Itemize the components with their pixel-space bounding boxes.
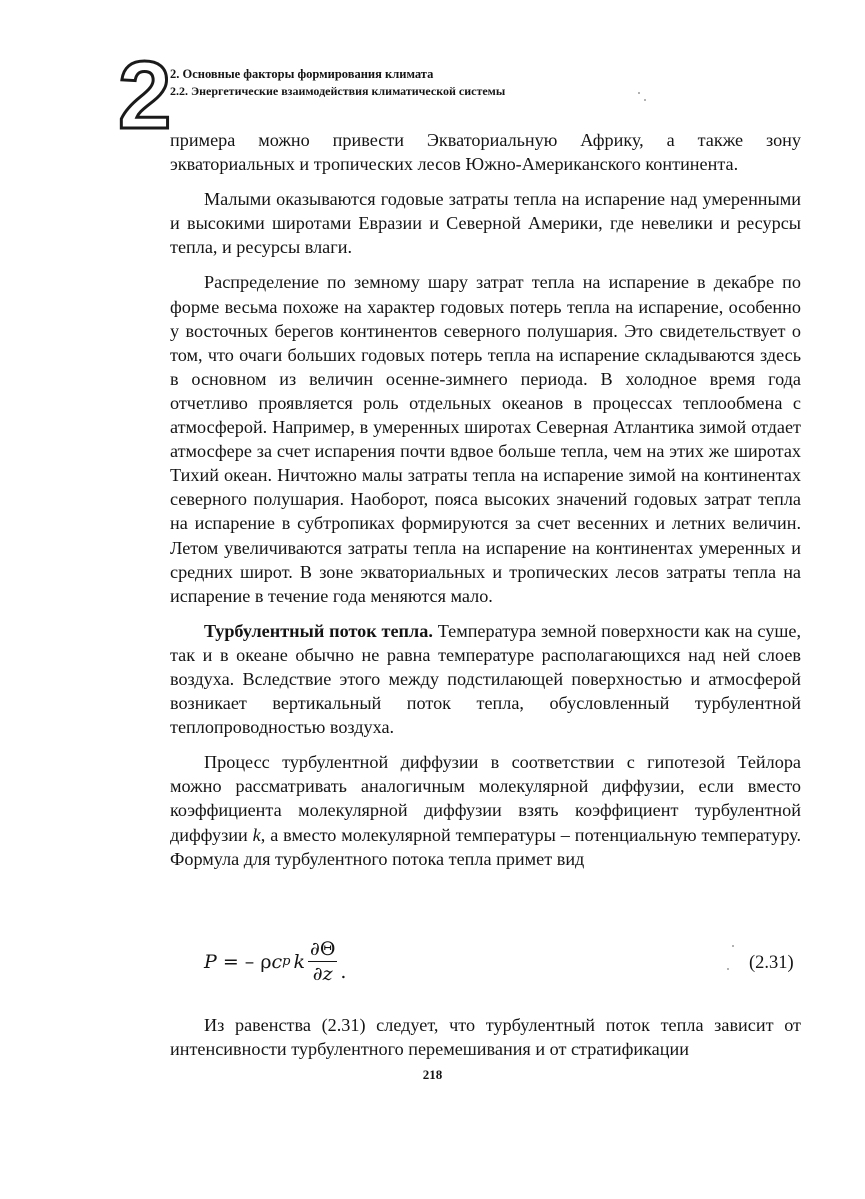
scan-speck xyxy=(638,92,640,94)
running-header-chapter: 2. Основные факторы формирования климата xyxy=(170,67,434,81)
diffusion-text-end: , а вместо молекулярной температуры – потенциальную температуру. Формула для турбулентного потока тепла примет вид xyxy=(170,824,801,869)
variable-k: k xyxy=(252,824,261,845)
eq-numerator: ∂Θ xyxy=(310,938,336,960)
scan-speck xyxy=(644,99,646,101)
eq-equals: = – xyxy=(216,950,261,973)
eq-fraction xyxy=(308,938,337,985)
paragraph-continued: примера можно привести Экваториальную Африку, а также зону экваториальных и тропических лесов Южно-Американского континента. xyxy=(170,130,801,175)
eq-denominator: ∂z xyxy=(312,963,333,985)
equation-2-31 xyxy=(204,938,346,985)
body-text-after-equation xyxy=(170,1013,801,1061)
eq-rho: ρ xyxy=(260,950,272,973)
page-number: 218 xyxy=(422,1067,443,1082)
scan-speck xyxy=(732,945,734,947)
scan-speck xyxy=(727,968,729,970)
body-text xyxy=(170,128,801,882)
chapter-number-mark: 2 xyxy=(118,42,172,149)
equation-number: (2.31) xyxy=(749,953,794,973)
diffusion-text-start: Процесс турбулентной диффузии в соответствии с гипотезой Тейлора можно рассматривать аналогичным молекулярной диффузии, если вместо коэффициента молекулярной диффузии взять коэффициент турбулентной диффузии xyxy=(170,752,801,845)
eq-end: . xyxy=(340,961,347,983)
paragraph-turbulent-diffusion xyxy=(170,750,801,870)
running-header-section: 2.2. Энергетические взаимодействия климатической системы xyxy=(170,84,506,98)
runin-heading: Турбулентный поток тепла. xyxy=(204,620,433,641)
eq-c: c xyxy=(271,950,283,973)
paragraph-equality-consequence: Из равенства (2.31) следует, что турбулентный поток тепла зависит от интенсивности турбулентного перемешивания и от стратификации xyxy=(170,1015,801,1060)
paragraph-turbulent-flux xyxy=(170,619,801,739)
eq-lhs: P xyxy=(204,950,217,973)
paragraph-low-evaporation: Малыми оказываются годовые затраты тепла на испарение над умеренными и высокими широтами Евразии и Северной Америки, где невелики и ресурсы тепла, и ресурсы влаги. xyxy=(170,189,801,258)
turbulent-text: Температура земной поверхности как на суше, так и в океане обычно не равна температуре располагающихся над ней слоев воздуха. Вследствие этого между подстилающей поверхностью и атмосферой возникает вертикальный поток тепла, обусловленный турбулентной теплопроводностью воздуха. xyxy=(170,620,801,738)
eq-c-subscript: p xyxy=(282,953,291,969)
eq-k: k xyxy=(293,950,306,973)
paragraph-december-distribution: Распределение по земному шару затрат тепла на испарение в декабре по форме весьма похоже на характер годовых потерь тепла на испарение, особенно у восточных берегов континентов северного полушария. Это свидетельствует о том, что очаги больших годовых потерь тепла на испарение складываются здесь в основном из величин осенне-зимнего периода. В холодное время года отчетливо проявляется роль отдельных океанов в процессах теплообмена с атмосферой. Например, в умеренных широтах Северная Атлантика зимой отдает атмосфере за счет испарения почти вдвое больше тепла, чем на этих же широтах Тихий океан. Ничтожно малы затраты тепла на испарение зимой на континентах северного полушария. Наоборот, пояса высоких значений годовых затрат тепла на испарение в субтропиках формируются за счет весенних и летних величин. Летом увеличиваются затраты тепла на испарение на континентах умеренных и средних широт. В зоне экваториальных и тропических лесов затраты тепла на испарение в течение года меняются мало. xyxy=(170,272,801,606)
